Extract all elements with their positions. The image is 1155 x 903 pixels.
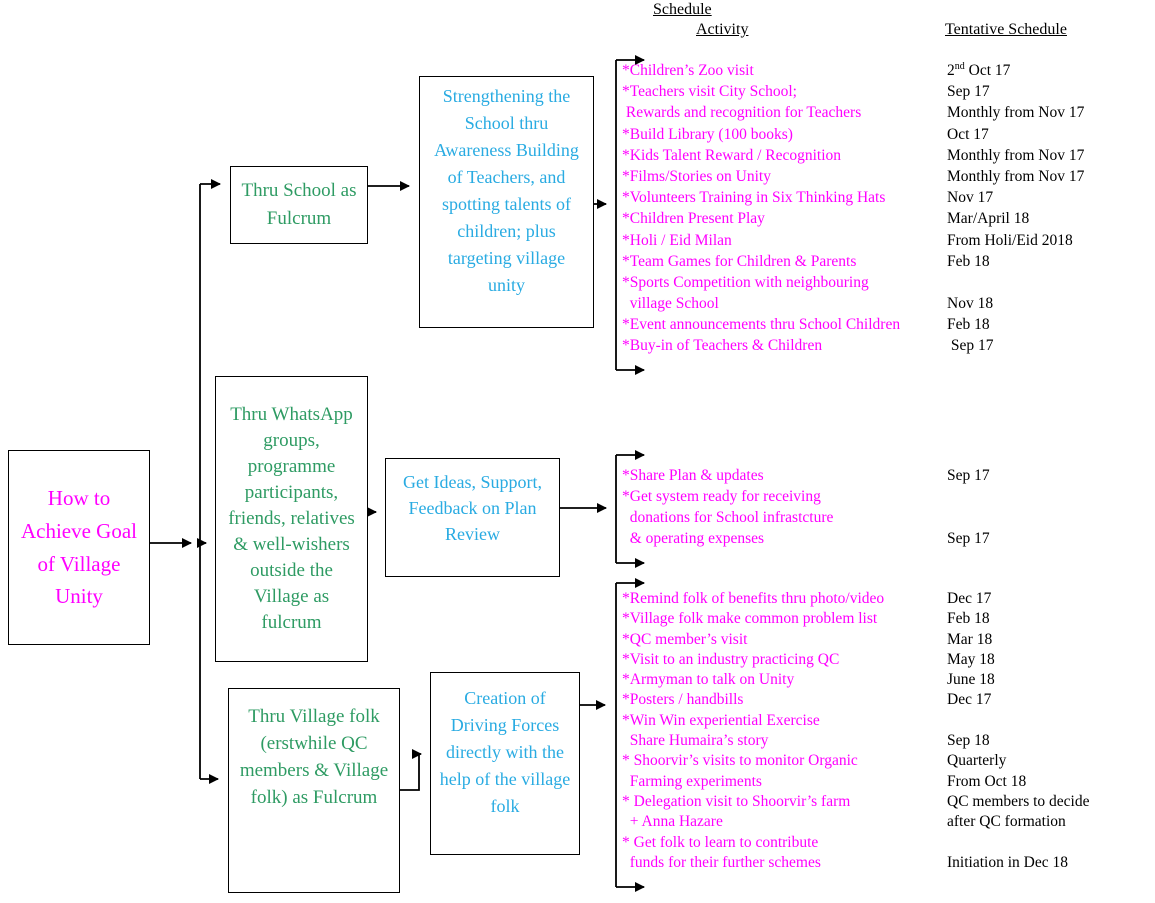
- activity-item: * Shoorvir’s visits to monitor Organic: [622, 752, 858, 770]
- schedule-item: Monthly from Nov 17: [947, 104, 1085, 122]
- activity-item: *Children’s Zoo visit: [622, 62, 754, 79]
- activity-item: *Armyman to talk on Unity: [622, 671, 795, 689]
- schedule-item: Sep 17: [947, 83, 990, 101]
- schedule-item: Nov 18: [947, 295, 994, 313]
- schedule-item: Dec 17: [947, 590, 992, 607]
- schedule-item: [947, 833, 1089, 853]
- activity-item: * Delegation visit to Shoorvir’s farm: [622, 792, 851, 810]
- schedule-item: QC members to decide: [947, 792, 1090, 810]
- section3-schedule-list: [947, 589, 1089, 873]
- schedule-item: Monthly from Nov 17: [947, 167, 1085, 185]
- schedule-item: 2nd Oct 17: [947, 60, 1011, 79]
- activity-item: & operating expenses: [622, 530, 765, 547]
- thru-village-folk-box: [228, 688, 400, 893]
- thru-whatsapp-box: [215, 376, 368, 662]
- activity-item: + Anna Hazare: [622, 813, 723, 831]
- section2-activity-list: [622, 465, 833, 549]
- get-ideas-box: [385, 458, 560, 577]
- schedule-item: Nov 17: [947, 189, 994, 207]
- creation-driving-forces-label: Creation of Driving Forces directly with the help of the village folk: [439, 688, 571, 816]
- schedule-item: after QC formation: [947, 813, 1066, 831]
- header-schedule: Schedule: [653, 1, 712, 18]
- header-activity: Activity: [696, 21, 749, 38]
- schedule-item: Monthly from Nov 17: [947, 146, 1085, 164]
- schedule-item: Feb 18: [947, 252, 990, 270]
- strengthening-school-box: [419, 76, 594, 328]
- schedule-item: Dec 17: [947, 691, 992, 709]
- activity-item: * Get folk to learn to contribute: [622, 833, 819, 851]
- activity-item: *Holi / Eid Milan: [622, 231, 732, 249]
- schedule-item: May 18: [947, 650, 995, 668]
- arrow-villagefolk-to-creation: [400, 754, 421, 790]
- activity-item: donations for School infrastcture: [622, 509, 834, 526]
- activity-item: *Visit to an industry practicing QC: [622, 650, 840, 668]
- activity-item: *Share Plan & updates: [622, 467, 764, 484]
- section1-activity-list: [622, 60, 900, 357]
- creation-driving-forces-box: [430, 672, 580, 855]
- activity-item: *Posters / handbills: [622, 691, 744, 709]
- activity-item: *Children Present Play: [622, 210, 765, 228]
- schedule-item: Sep 17: [947, 337, 994, 355]
- activity-item: *QC member’s visit: [622, 630, 748, 648]
- schedule-item: [947, 272, 1084, 293]
- activity-item: *Films/Stories on Unity: [622, 167, 771, 185]
- activity-item: *Sports Competition with neighbouring: [622, 273, 869, 291]
- thru-whatsapp-label: Thru WhatsApp groups, programme participants, friends, relatives & well-wishers outside the Village as fulcrum: [228, 404, 355, 633]
- schedule-item: Sep 17: [947, 530, 990, 547]
- activity-item: Rewards and recognition for Teachers: [622, 104, 862, 122]
- goal-box: [8, 450, 150, 645]
- activity-item: Farming experiments: [622, 772, 762, 790]
- schedule-item: From Oct 18: [947, 772, 1027, 790]
- header-tentative-schedule: Tentative Schedule: [945, 21, 1067, 38]
- activity-item: *Volunteers Training in Six Thinking Hats: [622, 189, 886, 207]
- activity-item: *Village folk make common problem list: [622, 610, 878, 628]
- activity-item: village School: [622, 295, 719, 313]
- goal-box-label: How to Achieve Goal of Village Unity: [20, 486, 138, 609]
- schedule-item: Quarterly: [947, 752, 1007, 770]
- schedule-item: Oct 17: [947, 125, 989, 143]
- schedule-item: [947, 711, 1089, 731]
- activity-item: Share Humaira’s story: [622, 732, 769, 750]
- activity-item: funds for their further schemes: [622, 853, 821, 871]
- activity-item: *Teachers visit City School;: [622, 83, 797, 101]
- schedule-item: From Holi/Eid 2018: [947, 231, 1073, 249]
- section3-activity-list: [622, 589, 884, 873]
- activity-item: *Event announcements thru School Children: [622, 316, 901, 334]
- activity-item: *Build Library (100 books): [622, 125, 793, 143]
- activity-item: *Win Win experiential Exercise: [622, 711, 820, 729]
- schedule-item: Feb 18: [947, 610, 990, 628]
- thru-village-folk-label: Thru Village folk (erstwhile QC members & Village folk) as Fulcrum: [239, 706, 389, 808]
- get-ideas-label: Get Ideas, Support, Feedback on Plan Review: [403, 472, 542, 544]
- activity-item: *Buy-in of Teachers & Children: [622, 337, 823, 355]
- thru-school-label: Thru School as Fulcrum: [241, 179, 357, 229]
- activity-item: *Team Games for Children & Parents: [622, 252, 857, 270]
- schedule-item: [947, 486, 990, 507]
- section1-schedule-list: [947, 60, 1084, 357]
- activity-item: *Kids Talent Reward / Recognition: [622, 146, 842, 164]
- schedule-item: Sep 17: [947, 467, 990, 484]
- schedule-item: Mar/April 18: [947, 210, 1030, 228]
- thru-school-box: [230, 166, 368, 244]
- schedule-item: Sep 18: [947, 732, 990, 750]
- schedule-item: [947, 507, 990, 528]
- strengthening-school-label: Strengthening the School thru Awareness Building of Teachers, and spotting talents of children; plus targeting village unity: [434, 86, 579, 295]
- schedule-item: Feb 18: [947, 316, 990, 334]
- activity-item: *Remind folk of benefits thru photo/video: [622, 590, 885, 607]
- schedule-item: Mar 18: [947, 630, 993, 648]
- activity-item: *Get system ready for receiving: [622, 488, 821, 505]
- section2-schedule-list: [947, 465, 990, 549]
- schedule-item: June 18: [947, 671, 995, 689]
- schedule-item: Initiation in Dec 18: [947, 853, 1068, 871]
